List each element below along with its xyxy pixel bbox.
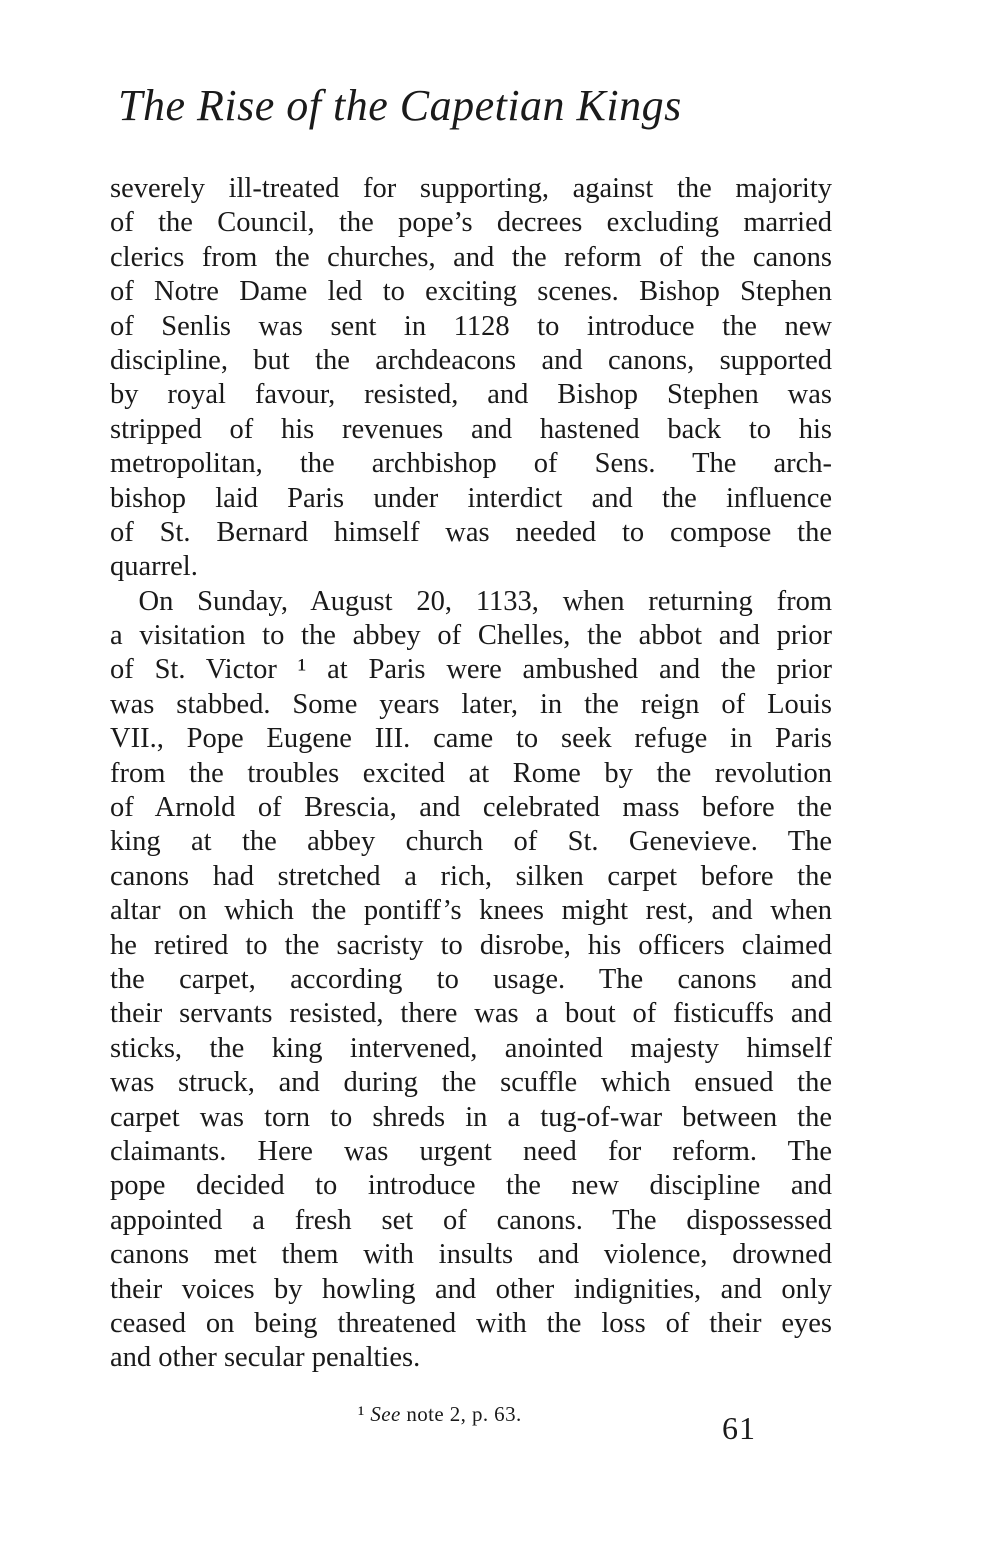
- text-line: of Arnold of Brescia, and celebrated mass before the: [110, 792, 832, 824]
- text-line: VII., Pope Eugene III. came to seek refuge in Paris: [110, 723, 832, 755]
- text-line: from the troubles excited at Rome by the revolution: [110, 757, 832, 789]
- text-line: metropolitan, the archbishop of Sens. The arch-: [110, 448, 832, 480]
- page-number: 61: [722, 1410, 756, 1446]
- text-line: appointed a fresh set of canons. The dispossessed: [110, 1204, 832, 1236]
- text-line: altar on which the pontiff’s knees might rest, and when: [110, 895, 832, 927]
- text-line: of Senlis was sent in 1128 to introduce the new: [110, 310, 832, 342]
- footnote-see: See: [370, 1402, 401, 1426]
- text-line: discipline, but the archdeacons and canons, supported: [110, 344, 832, 376]
- text-line: their servants resisted, there was a bout of fisticuffs and: [110, 998, 832, 1030]
- text-line: of St. Bernard himself was needed to compose the: [110, 516, 832, 548]
- text-line: claimants. Here was urgent need for reform. The: [110, 1135, 832, 1167]
- text-line: he retired to the sacristy to disrobe, his officers claimed: [110, 929, 832, 961]
- text-line: the carpet, according to usage. The canons and: [110, 963, 832, 995]
- text-line: sticks, the king intervened, anointed majesty himself: [110, 1032, 832, 1064]
- text-line: of Notre Dame led to exciting scenes. Bishop Stephen: [110, 276, 832, 308]
- text-line: was stabbed. Some years later, in the reign of Louis: [110, 688, 832, 720]
- text-line: was struck, and during the scuffle which ensued the: [110, 1067, 832, 1099]
- paragraph-end-line: quarrel.: [110, 551, 198, 583]
- text-line: canons had stretched a rich, silken carpet before the: [110, 860, 832, 892]
- text-line: bishop laid Paris under interdict and the influence: [110, 482, 832, 514]
- body-text: [110, 172, 832, 1376]
- text-line: severely ill-treated for supporting, against the majority: [110, 173, 832, 204]
- paragraph-start-line: On Sunday, August 20, 1133, when returning from: [110, 585, 832, 617]
- footnote-marker: ¹: [358, 1402, 365, 1426]
- text-line: of the Council, the pope’s decrees excluding married: [110, 207, 832, 239]
- paragraph-end-line: and other secular penalties.: [110, 1342, 421, 1374]
- footnote: [358, 1402, 522, 1427]
- text-line: stripped of his revenues and hastened back to his: [110, 413, 832, 445]
- text-line: king at the abbey church of St. Genevieve. The: [110, 826, 832, 858]
- text-line: their voices by howling and other indignities, and only: [110, 1273, 832, 1305]
- text-line: by royal favour, resisted, and Bishop Stephen was: [110, 379, 832, 411]
- footnote-text: note 2, p. 63.: [406, 1402, 522, 1426]
- text-line: of St. Victor ¹ at Paris were ambushed and the prior: [110, 654, 832, 686]
- running-head: The Rise of the Capetian Kings: [118, 81, 682, 130]
- text-line: clerics from the churches, and the reform of the canons: [110, 241, 832, 273]
- text-line: a visitation to the abbey of Chelles, the abbot and prior: [110, 620, 832, 652]
- text-line: carpet was torn to shreds in a tug-of-war between the: [110, 1101, 832, 1133]
- text-line: canons met them with insults and violence, drowned: [110, 1239, 832, 1271]
- text-line: pope decided to introduce the new discipline and: [110, 1170, 832, 1202]
- text-line: ceased on being threatened with the loss of their eyes: [110, 1307, 832, 1339]
